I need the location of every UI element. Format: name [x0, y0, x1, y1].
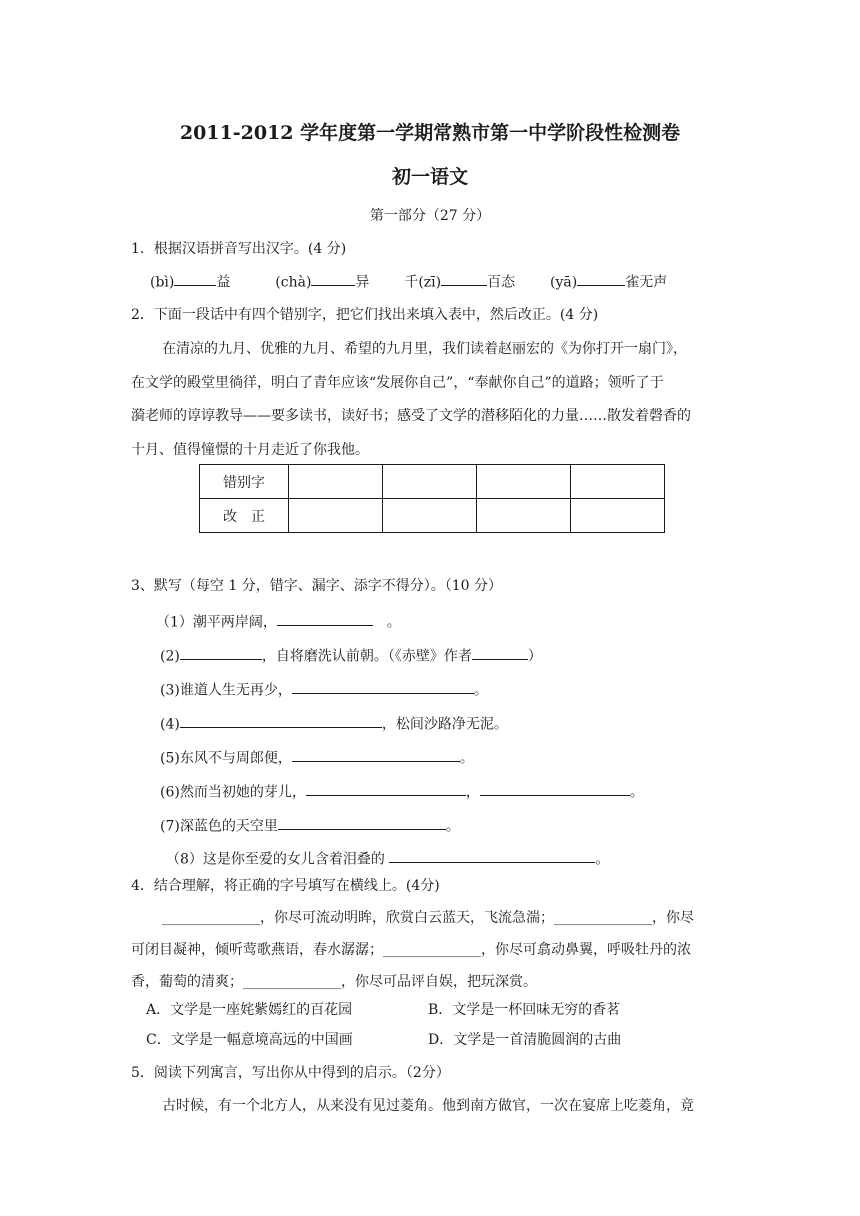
pinyin-bi: (bì)	[150, 274, 175, 291]
recitation-item-6	[160, 780, 644, 801]
answer-blank[interactable]	[306, 780, 466, 796]
item-text: (4)	[160, 716, 180, 733]
answer-blank[interactable]	[292, 746, 460, 762]
answer-blank[interactable]	[277, 610, 373, 626]
item-text: 。	[473, 682, 488, 699]
page-subtitle: 初一语文	[391, 166, 468, 188]
table-cell[interactable]	[383, 465, 477, 499]
table-cell[interactable]	[477, 499, 571, 533]
q1-item-text: 雀无声	[625, 274, 668, 291]
question-1-items	[150, 270, 667, 291]
question-5-stem: 5．阅读下列寓言，写出你从中得到的启示。（2分）	[131, 1065, 450, 1081]
section-heading: 第一部分（27 分）	[369, 208, 491, 224]
item-text: 。	[595, 851, 610, 868]
q1-item-text: 百态	[487, 274, 516, 291]
answer-blank[interactable]	[292, 678, 474, 694]
correction-table	[199, 464, 665, 533]
passage-line: 十月、值得憧憬的十月走近了你我他。	[131, 442, 369, 458]
table-header-correction: 改 正	[200, 499, 289, 533]
table-cell[interactable]	[477, 465, 571, 499]
answer-blank[interactable]	[480, 780, 630, 796]
answer-blank[interactable]	[180, 644, 262, 660]
table-cell[interactable]	[571, 465, 665, 499]
item-text: (2)	[160, 648, 180, 665]
passage-line: 漪老师的谆谆教导——要多读书，读好书；感受了文学的潜移陌化的力量……散发着磬香的	[131, 408, 691, 424]
passage-line: 在文学的殿堂里徜徉，明白了青年应该“发展你自己”，“奉献你自己”的道路；领听了于	[131, 375, 664, 391]
recitation-item-7	[160, 814, 460, 835]
question-3-stem: 3、默写（每空 1 分，错字、漏字、添字不得分）。（10 分）	[131, 578, 502, 594]
table-cell[interactable]	[571, 499, 665, 533]
page-title: 2011-2012 学年度第一学期常熟市第一中学阶段性检测卷	[179, 122, 681, 144]
answer-blank[interactable]	[278, 814, 446, 830]
item-text: 。	[445, 818, 460, 835]
table-cell[interactable]	[383, 499, 477, 533]
recitation-item-4	[160, 712, 508, 733]
passage-line: 香，葡萄的清爽；______________，你尽可品评自娱，把玩深赏。	[131, 974, 537, 990]
passage-line: 可闭目凝神，倾听莺歌燕语，春水潺潺；______________，你尽可翕动鼻翼，呼吸牡丹的浓	[131, 942, 691, 958]
option-b[interactable]: B．文学是一杯回味无穷的香茗	[428, 1002, 621, 1018]
option-d[interactable]: D．文学是一首清脆圆润的古曲	[428, 1032, 622, 1048]
option-a[interactable]: A．文学是一座姹紫嫣红的百花园	[146, 1002, 353, 1018]
item-text: （8）这是你至爱的女儿含着泪叠的	[166, 851, 385, 868]
passage-line: 在清凉的九月、优雅的九月、希望的九月里，我们读着赵丽宏的《为你打开一扇门》，	[162, 341, 687, 357]
answer-blank[interactable]	[472, 644, 528, 660]
option-c[interactable]: C．文学是一幅意境高远的中国画	[146, 1032, 353, 1048]
recitation-item-1	[156, 610, 401, 631]
item-text: 。	[459, 750, 474, 767]
item-text: (7)深蓝色的天空里	[160, 818, 278, 835]
table-header-typo: 错别字	[200, 465, 289, 499]
question-4-stem: 4．结合理解，将正确的字号填写在横线上。(4分)	[131, 878, 440, 894]
item-text: ）	[527, 648, 542, 665]
item-text: 。	[386, 614, 401, 631]
pinyin-zi: 千(zī)	[404, 274, 442, 291]
q1-item-text: 异	[355, 274, 370, 291]
item-text: (3)谁道人生无再少，	[160, 682, 292, 699]
recitation-item-3	[160, 678, 488, 699]
answer-blank[interactable]	[174, 270, 216, 286]
recitation-item-5	[160, 746, 474, 767]
item-text: （1）潮平两岸阔，	[156, 614, 277, 631]
answer-blank[interactable]	[311, 270, 355, 286]
question-1-stem: 1．根据汉语拼音写出汉字。(4 分)	[131, 241, 347, 257]
table-row	[200, 465, 665, 499]
pinyin-cha: (chà)	[275, 274, 312, 291]
answer-blank[interactable]	[180, 712, 382, 728]
q1-item-text: 益	[216, 274, 231, 291]
item-text: (5)东风不与周郎便，	[160, 750, 292, 767]
table-row	[200, 499, 665, 533]
passage-line: 古时候，有一个北方人，从来没有见过菱角。他到南方做官，一次在宴席上吃菱角，竟	[162, 1098, 694, 1114]
item-text: ，松间沙路净无泥。	[381, 716, 508, 733]
table-cell[interactable]	[289, 499, 383, 533]
answer-blank[interactable]	[441, 270, 487, 286]
answer-blank[interactable]	[577, 270, 625, 286]
item-text: ，自将磨洗认前朝。（《赤壁》作者	[261, 648, 472, 665]
pinyin-ya: (yā)	[550, 274, 578, 291]
passage-line: ______________，你尽可流动明眸，欣赏白云蓝天，飞流急湍；______________，你尽	[162, 910, 694, 926]
answer-blank[interactable]	[389, 847, 595, 863]
item-text: ，	[465, 784, 480, 801]
item-text: (6)然而当初她的芽儿，	[160, 784, 306, 801]
recitation-item-8	[166, 847, 609, 868]
recitation-item-2	[160, 644, 542, 665]
item-text: 。	[629, 784, 644, 801]
question-2-stem: 2．下面一段话中有四个错别字，把它们找出来填入表中，然后改正。(4 分)	[131, 307, 599, 323]
table-cell[interactable]	[289, 465, 383, 499]
